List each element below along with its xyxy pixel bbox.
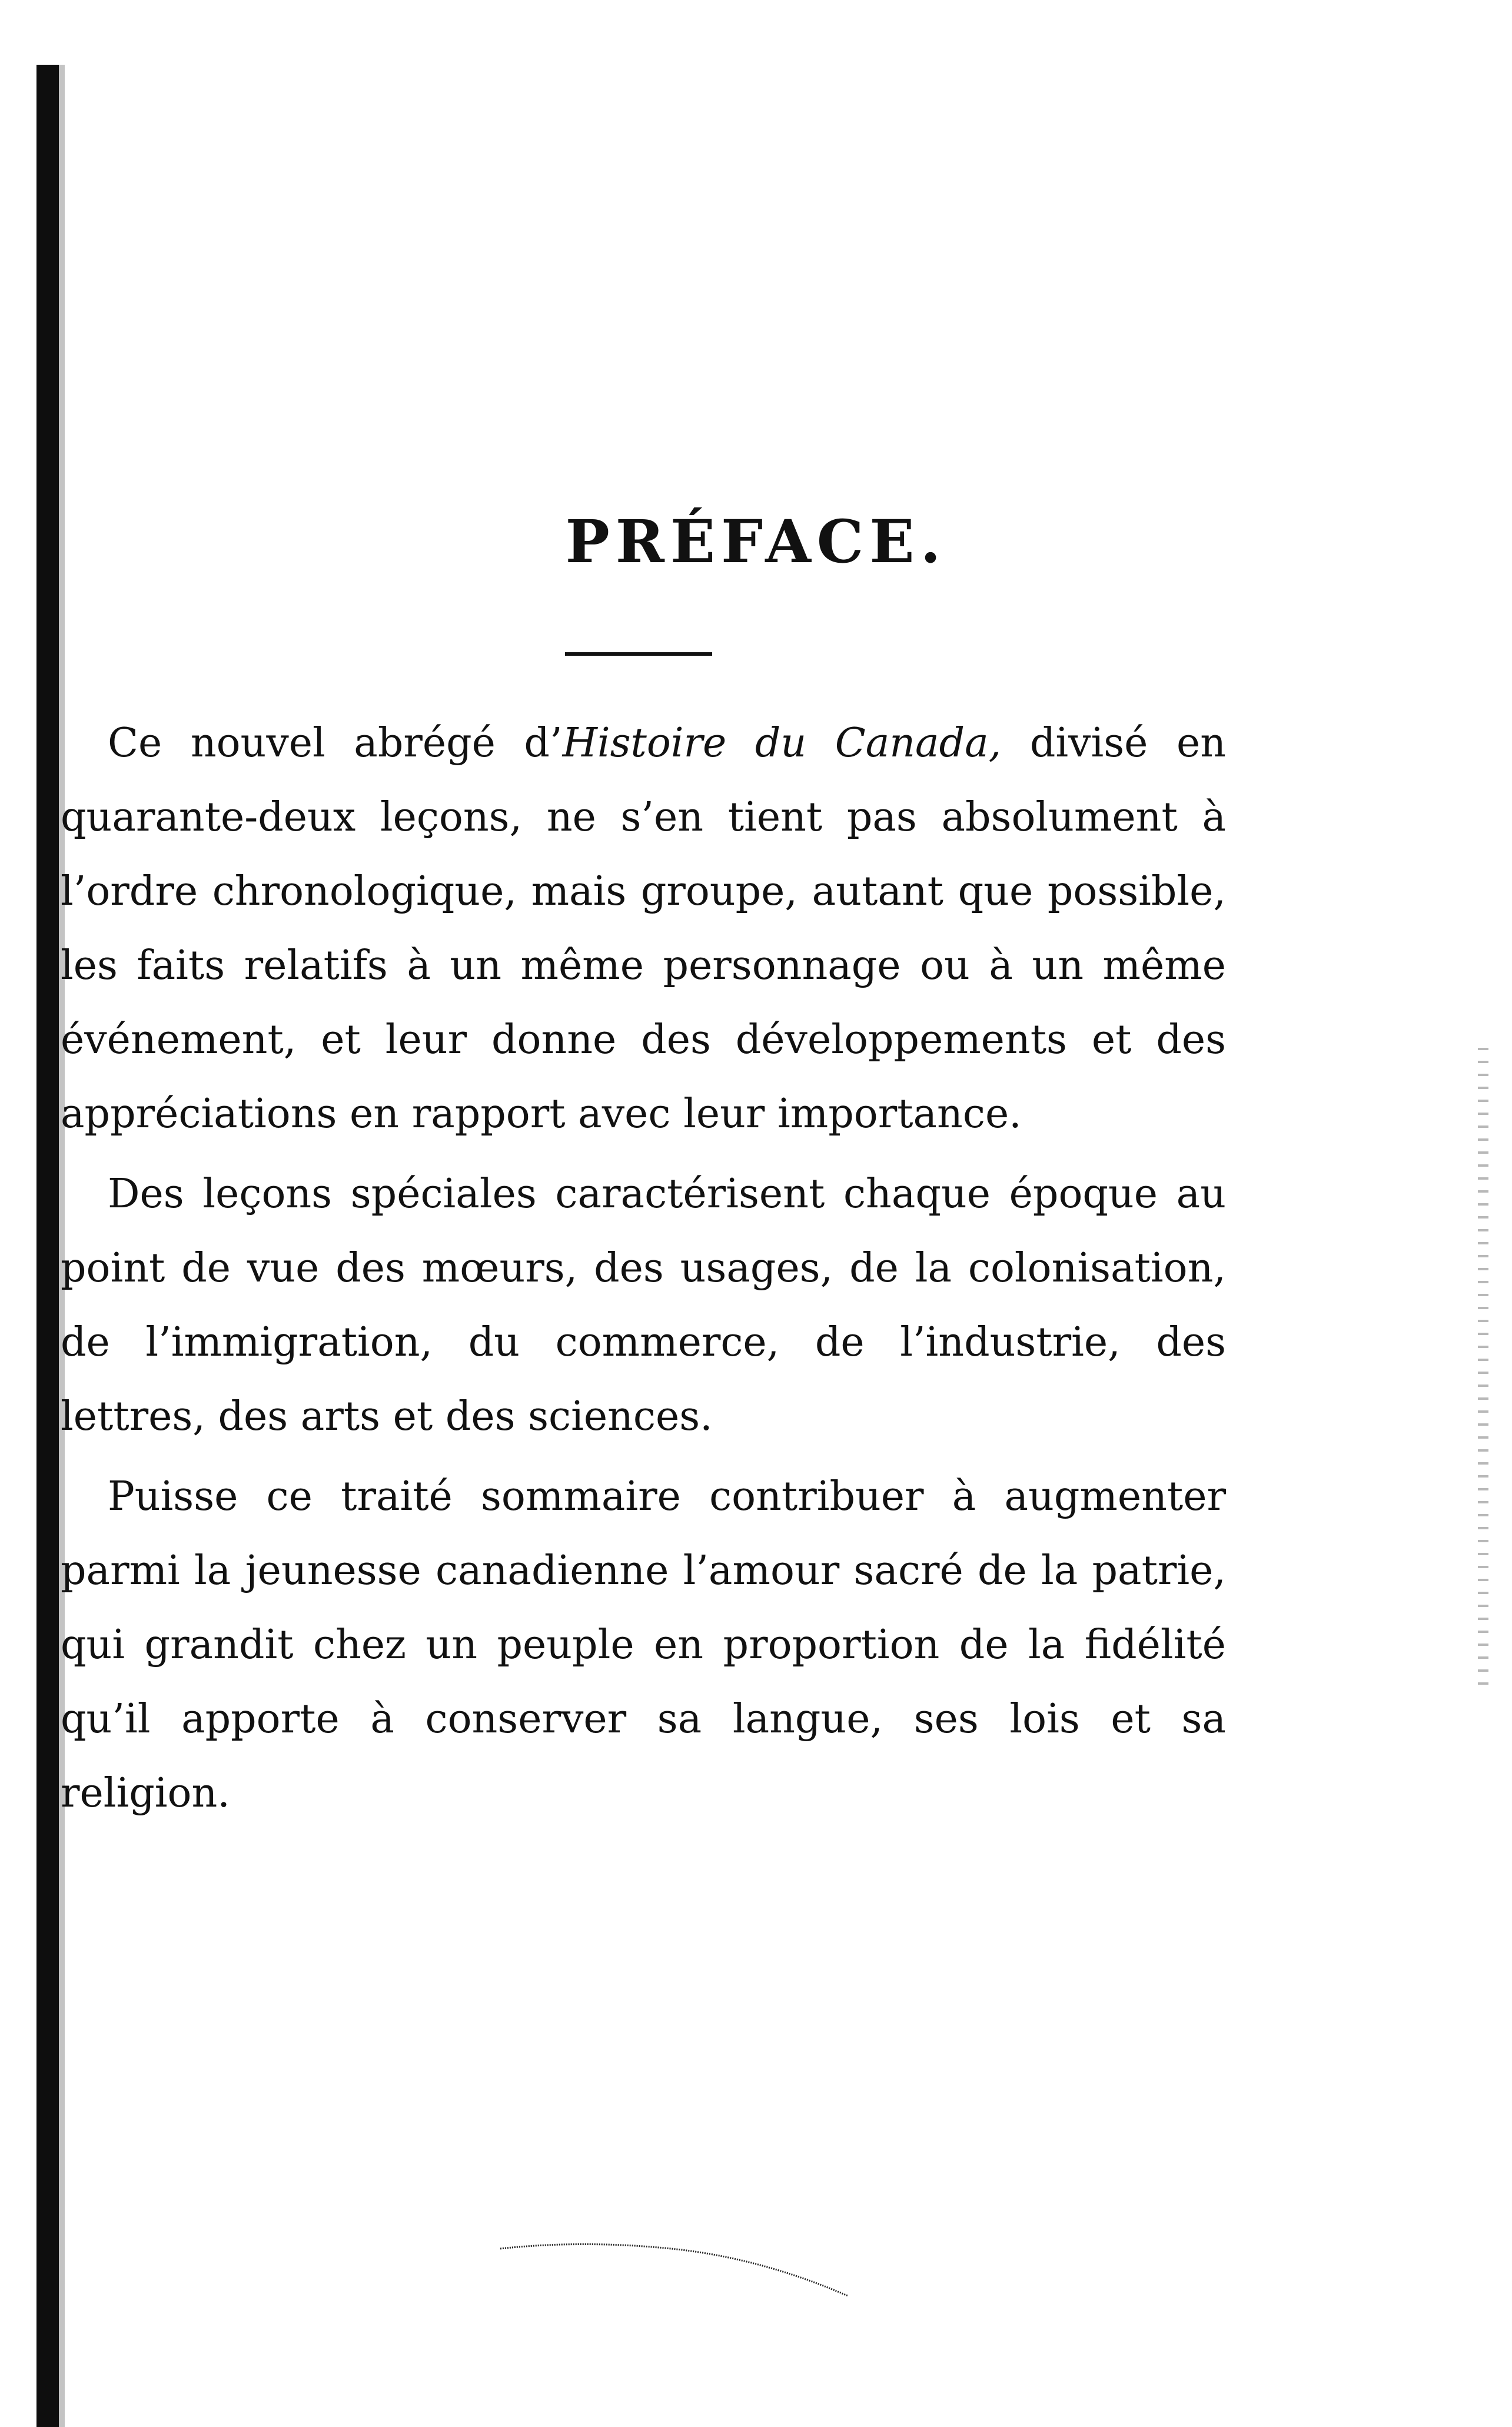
page-edge-specks <box>1478 1048 1488 1695</box>
preface-body <box>61 706 1226 1837</box>
title-rule <box>565 652 712 656</box>
page-title: PRÉFACE. <box>565 507 947 576</box>
pencil-mark <box>494 2225 871 2308</box>
paragraph-2: Des leçons spéciales caractérisent chaque époque au point de vue des mœurs, des usages, de la colonisation, de l’immigration, du commerce, de l’industrie, des lettres, des arts et des sciences. <box>61 1171 1226 1440</box>
binding-edge <box>36 65 59 2427</box>
book-title-italic: Histoire du Canada, <box>562 720 1002 766</box>
paragraph-3: Puisse ce traité sommaire contribuer à augmenter parmi la jeunesse canadienne l’amour sacré de la patrie, qui grandit chez un peuple en proportion de la fidélité qu’il apporte à conserver sa langue, ses lois et sa religion. <box>61 1473 1226 1817</box>
paragraph-1-rest: divisé en quarante-deux leçons, ne s’en tient pas absolument à l’ordre chronologique, mais groupe, autant que possible, les faits relatifs à un même personnage ou à un même événement, et leur donne des développements et des appréciations en rapport avec leur importance. <box>61 720 1226 1137</box>
paragraph-1-start: Ce nouvel abrégé d’ <box>108 720 563 766</box>
paragraph-1 <box>61 706 1226 1151</box>
